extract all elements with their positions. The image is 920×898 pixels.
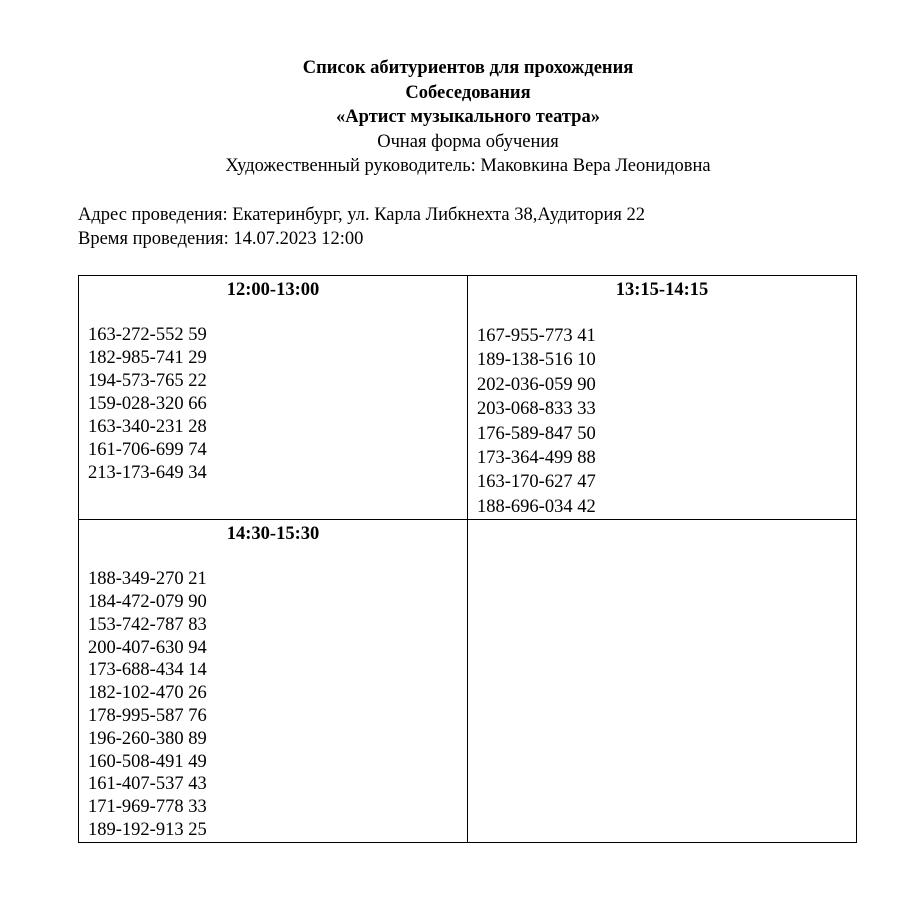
schedule-table bbox=[78, 275, 857, 843]
list-item: 163-340-231 28 bbox=[88, 417, 207, 437]
list-item: 189-138-516 10 bbox=[477, 350, 596, 371]
slot-time: 13:15-14:15 bbox=[615, 280, 709, 300]
event-info bbox=[78, 203, 645, 251]
table-row bbox=[79, 276, 857, 520]
list-item: 173-364-499 88 bbox=[477, 448, 596, 469]
table-row bbox=[79, 520, 857, 843]
list-item: 203-068-833 33 bbox=[477, 399, 596, 420]
list-item: 161-706-699 74 bbox=[88, 440, 207, 460]
title-line-2: Собеседования bbox=[405, 82, 531, 103]
list-item: 159-028-320 66 bbox=[88, 394, 207, 414]
artistic-director: Художественный руководитель: Маковкина Вера Леонидовна bbox=[225, 156, 711, 176]
list-item: 196-260-380 89 bbox=[88, 728, 207, 749]
slot-cell bbox=[79, 276, 468, 520]
list-item: 200-407-630 94 bbox=[88, 637, 207, 658]
list-item: 188-696-034 42 bbox=[477, 496, 596, 517]
list-item: 188-349-270 21 bbox=[88, 569, 207, 590]
list-item: 182-985-741 29 bbox=[88, 348, 207, 368]
list-item: 189-192-913 25 bbox=[88, 820, 207, 841]
title-line-1: Список абитуриентов для прохождения bbox=[302, 58, 634, 78]
list-item: 213-173-649 34 bbox=[88, 463, 207, 483]
slot-cell bbox=[79, 520, 468, 843]
study-form: Очная форма обучения bbox=[377, 131, 559, 152]
list-item: 167-955-773 41 bbox=[477, 326, 596, 346]
event-time: Время проведения: 14.07.2023 12:00 bbox=[78, 229, 364, 249]
list-item: 160-508-491 49 bbox=[88, 751, 207, 772]
applicant-list bbox=[88, 568, 467, 842]
slot-time: 12:00-13:00 bbox=[226, 280, 320, 300]
empty-cell bbox=[468, 520, 857, 843]
event-address: Адрес проведения: Екатеринбург, ул. Карла Либкнехта 38,Аудитория 22 bbox=[78, 205, 646, 225]
list-item: 161-407-537 43 bbox=[88, 774, 207, 795]
list-item: 153-742-787 83 bbox=[88, 614, 207, 635]
list-item: 184-472-079 90 bbox=[88, 592, 207, 613]
list-item: 163-272-552 59 bbox=[88, 325, 207, 345]
list-item: 178-995-587 76 bbox=[88, 706, 207, 727]
list-item: 202-036-059 90 bbox=[477, 374, 596, 395]
list-item: 163-170-627 47 bbox=[477, 472, 596, 493]
list-item: 194-573-765 22 bbox=[88, 371, 207, 391]
list-item: 171-969-778 33 bbox=[88, 797, 207, 818]
list-item: 182-102-470 26 bbox=[88, 683, 207, 704]
document-header bbox=[0, 56, 920, 179]
applicant-list bbox=[477, 324, 856, 519]
list-item: 176-589-847 50 bbox=[477, 423, 596, 444]
slot-time: 14:30-15:30 bbox=[226, 524, 320, 545]
applicant-list bbox=[88, 324, 467, 485]
slot-cell bbox=[468, 276, 857, 520]
title-line-3: «Артист музыкального театра» bbox=[336, 107, 600, 127]
list-item: 173-688-434 14 bbox=[88, 660, 207, 681]
